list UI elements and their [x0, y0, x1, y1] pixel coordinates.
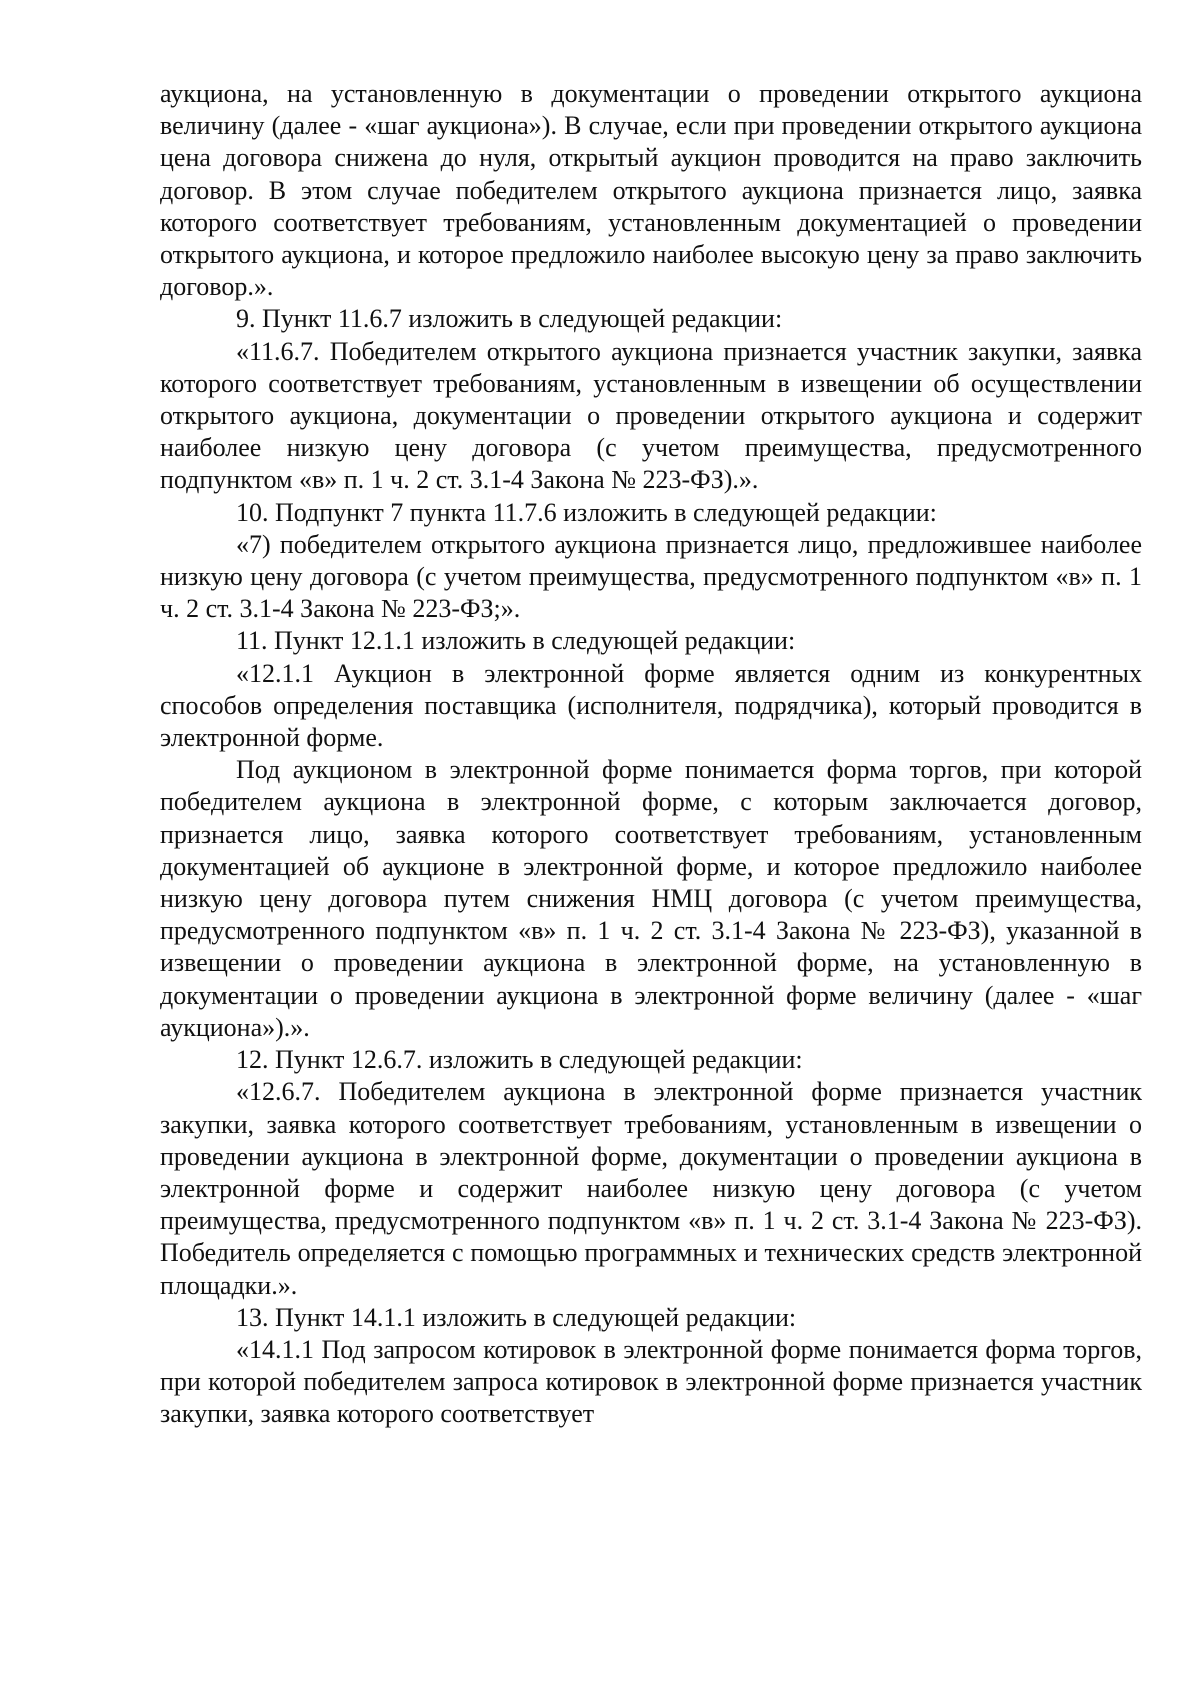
- item-9-heading: 9. Пункт 11.6.7 изложить в следующей редакции:: [236, 304, 783, 334]
- item-10-heading: 10. Подпункт 7 пункта 11.7.6 изложить в следующей редакции:: [236, 497, 937, 527]
- item-12-quote: «12.6.7. Победителем аукциона в электронной форме признается участник закупки, заявка которого соответствует требованиям, установленным в извещении о проведении аукциона в электронной форме, документации о проведении аукциона в электронной форме и содержит наиболее низкую цену договора (с учетом преимущества, предусмотренного подпунктом «в» п. 1 ч. 2 ст. 3.1-4 Закона № 223-ФЗ). Победитель определяется с помощью программных и технических средств электронной площадки.».: [160, 1077, 1142, 1300]
- item-11-quote-continued: Под аукционом в электронной форме понимается форма торгов, при которой победителем аукциона в электронной форме, с которым заключается договор, признается лицо, заявка которого соответствует требованиям, установленным документацией об аукционе в электронной форме, и которое предложило наиболее низкую цену договора путем снижения НМЦ договора (с учетом преимущества, предусмотренного подпунктом «в» п. 1 ч. 2 ст. 3.1-4 Закона № 223-ФЗ), указанной в извещении о проведении аукциона в электронной форме, на установленную в документации о проведении аукциона в электронной форме величину (далее - «шаг аукциона»).».: [160, 755, 1142, 1042]
- item-13-heading: 13. Пункт 14.1.1 изложить в следующей редакции:: [236, 1302, 797, 1332]
- document-page: [160, 78, 1142, 1431]
- item-12-heading: 12. Пункт 12.6.7. изложить в следующей редакции:: [236, 1045, 803, 1075]
- paragraph-continued: аукциона, на установленную в документации о проведении открытого аукциона величину (далее - «шаг аукциона»). В случае, если при проведении открытого аукциона цена договора снижена до нуля, открытый аукцион проводится на право заключить договор. В этом случае победителем открытого аукциона признается лицо, заявка которого соответствует требованиям, установленным документацией о проведении открытого аукциона, и которое предложило наиболее высокую цену за право заключить договор.».: [160, 79, 1142, 302]
- item-13-quote: «14.1.1 Под запросом котировок в электронной форме понимается форма торгов, при которой победителем запроса котировок в электронной форме признается участник закупки, заявка которого соответствует: [160, 1334, 1142, 1429]
- item-11-quote: «12.1.1 Аукцион в электронной форме является одним из конкурентных способов определения поставщика (исполнителя, подрядчика), который проводится в электронной форме.: [160, 658, 1142, 753]
- item-9-quote: «11.6.7. Победителем открытого аукциона признается участник закупки, заявка которого соответствует требованиям, установленным в извещении об осуществлении открытого аукциона, документации о проведении открытого аукциона и содержит наиболее низкую цену договора (с учетом преимущества, предусмотренного подпунктом «в» п. 1 ч. 2 ст. 3.1-4 Закона № 223-ФЗ).».: [160, 336, 1142, 495]
- item-10-quote: «7) победителем открытого аукциона признается лицо, предложившее наиболее низкую цену договора (с учетом преимущества, предусмотренного подпунктом «в» п. 1 ч. 2 ст. 3.1-4 Закона № 223-ФЗ;».: [160, 529, 1142, 624]
- item-11-heading: 11. Пункт 12.1.1 изложить в следующей редакции:: [236, 626, 796, 656]
